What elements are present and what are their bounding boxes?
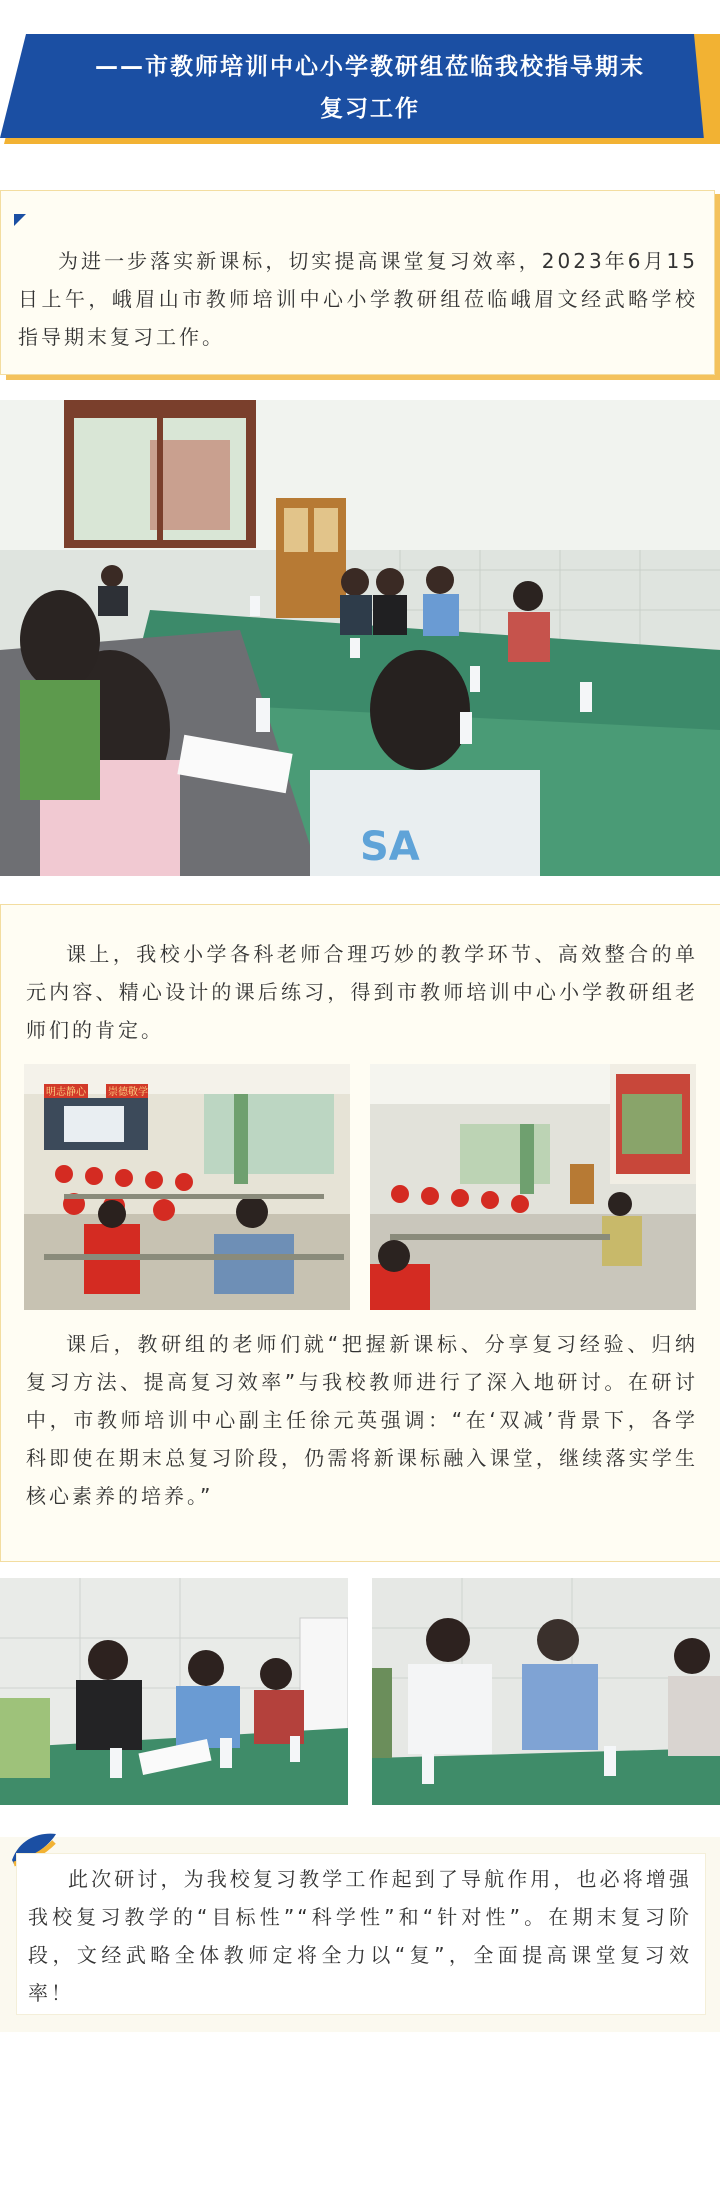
conclusion-paragraph: 此次研讨，为我校复习教学工作起到了导航作用，也必将增强我校复习教学的“目标性”“科学性”和“针对性”。在期末复习阶段，文经武略全体教师定将全力以“复”，全面提高课堂复习效率！ (28, 1867, 692, 2005)
classroom-sign-right: 崇德敬学 (108, 1087, 148, 1098)
classroom-photo-right (370, 1064, 696, 1310)
intro-paragraph: 为进一步落实新课标，切实提高课堂复习效率，2023年6月15日上午，峨眉山市教师培训中心小学教研组莅临峨眉文经武略学校指导期末复习工作。 (18, 249, 698, 349)
page-title (40, 46, 700, 130)
page-title-line2: 复习工作 (320, 96, 420, 122)
teachers-photo-left (0, 1578, 348, 1805)
discussion-paragraph: 课后，教研组的老师们就“把握新课标、分享复习经验、归纳复习方法、提高复习效率”与我校教师进行了深入地研讨。在研讨中，市教师培训中心副主任徐元英强调：“在‘双减’背景下，各学科即使在期末总复习阶段，仍需将新课标融入课堂，继续落实学生核心素养的培养。” (26, 1332, 698, 1508)
class-paragraph: 课上，我校小学各科老师合理巧妙的教学环节、高效整合的单元内容、精心设计的课后练习，得到市教师培训中心小学教研组老师们的肯定。 (26, 942, 698, 1042)
meeting-room-photo (0, 400, 720, 876)
teachers-photo-right (372, 1578, 720, 1805)
classroom-sign-left: 明志静心 (46, 1087, 86, 1098)
page-title-line1: ——市教师培训中心小学教研组莅临我校指导期末 (95, 54, 645, 80)
classroom-photo-left (24, 1064, 350, 1310)
svg-text:SA: SA (360, 824, 420, 870)
